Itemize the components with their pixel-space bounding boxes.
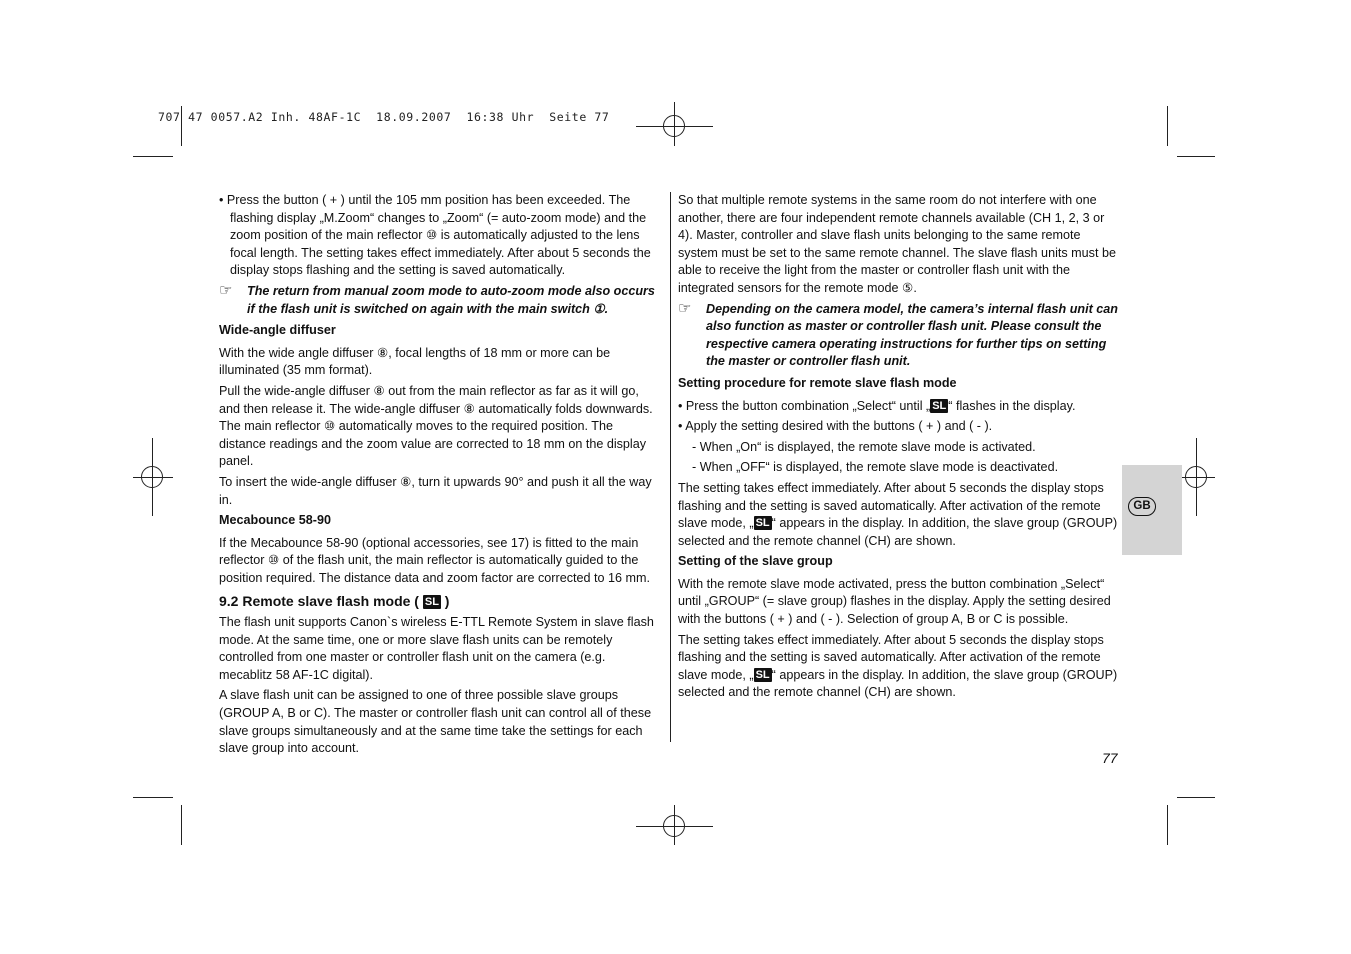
note-internal-flash: ☞ Depending on the camera model, the camera’s internal flash unit can also function as master or controller flash unit. Please consult the respective camera operating instructions for further tips on setting the master or controller flash unit. (678, 299, 1118, 369)
circled-10-icon: ⑩ (268, 553, 280, 568)
zoom-bullet: • Press the button ( + ) until the 105 mm position has been exceeded. The flashing display „M.Zoom“ changes to „Zoom“ (= auto-zoom mode) and the zoom position of the main reflector ⑩ is automatically adjusted to the lens focal length. The setting takes effect immediately. After about 5 seconds the display stops flashing and the setting is saved automatically. (219, 193, 651, 278)
heading-setting-procedure: Setting procedure for remote slave flash mode (678, 375, 957, 390)
circled-8-icon: ⑧ (373, 383, 385, 398)
registration-target-top (663, 115, 685, 137)
crop-mark-bottom-left-v (181, 805, 182, 845)
registration-target-bottom (663, 815, 685, 837)
crop-mark-bottom-left-h (133, 797, 173, 798)
registration-target-left (141, 466, 163, 488)
crop-mark-bottom-right-h (1177, 797, 1215, 798)
apply-bullet: • Apply the setting desired with the buttons ( + ) and ( - ). (678, 419, 993, 434)
wide-angle-paragraph-2: Pull the wide-angle diffuser ⑧ out from the main reflector as far as it will go, and then release it. The wide-angle diffuser ⑧ automatically folds downwards. The main reflector ⑩ automatically moves to the required position. The distance readings and the zoom value are corrected to 18 mm on the display panel. (219, 383, 653, 469)
page-number: 77 (1102, 750, 1118, 766)
registration-target-right (1185, 466, 1207, 488)
circled-5-icon: ⑤ (902, 280, 914, 295)
crop-mark-top-right-v (1167, 106, 1168, 146)
sl-badge-icon: SL (932, 399, 947, 412)
slave-group-paragraph: With the remote slave mode activated, press the button combination „Select“ until „GROUP“ (= slave group) flashes in the display. Apply the setting desired with the buttons ( + ) and ( - ). Selection of group A, B or C is possible. (678, 576, 1111, 627)
heading-slave-group: Setting of the slave group (678, 554, 833, 569)
circled-10-icon: ⑩ (324, 419, 336, 434)
setting-effect-paragraph-1: The setting takes effect immediately. After about 5 seconds the display stops flashing and the setting is saved automatically. After activation of the remote slave mode, „ SL “ appears in the display. In addition, the slave group (GROUP) selected and the remote channel (CH) are shown. (678, 480, 1118, 548)
sl-badge-icon: SL (424, 596, 439, 609)
pointing-hand-icon: ☞ (678, 299, 692, 317)
wide-angle-paragraph-1: With the wide angle diffuser ⑧, focal lengths of 18 mm or more can be illuminated (35 mm format). (219, 345, 611, 378)
circled-10-icon: ⑩ (426, 228, 438, 243)
crop-mark-bottom-right-v (1167, 805, 1168, 845)
remote-channels-paragraph: So that multiple remote systems in the same room do not interfere with one another, there are four independent remote channels available (CH 1, 2, 3 or 4). Master, controller and slave flash units belonging to the same remote system must be set to the same remote channel. The slave flash units must be able to receive the light from the master or controller flash unit with the integrated sensors for the remote mode ⑤. (678, 192, 1122, 298)
section-heading-remote-slave: 9.2 Remote slave flash mode ( SL ) (219, 593, 450, 610)
left-column (219, 192, 661, 761)
select-bullet: • Press the button combination „Select“ until „ SL “ flashes in the display. (678, 398, 1076, 413)
circled-8-icon: ⑧ (400, 474, 412, 489)
sl-badge-icon: SL (755, 517, 770, 530)
note-zoom-return: ☞ The return from manual zoom mode to auto-zoom mode also occurs if the flash unit is switched on again with the main switch ①. (219, 283, 661, 318)
circled-1-icon: ① (593, 301, 605, 316)
heading-wide-angle-diffuser: Wide-angle diffuser (219, 323, 336, 338)
print-slug: 707 47 0057.A2 Inh. 48AF-1C 18.09.2007 16:38 Uhr Seite 77 (158, 110, 610, 124)
dash-off: - When „OFF“ is displayed, the remote slave mode is deactivated. (692, 460, 1059, 475)
column-divider (670, 192, 671, 742)
language-badge-gb: GB (1128, 497, 1156, 516)
pointing-hand-icon: ☞ (219, 281, 233, 299)
sl-badge-icon: SL (755, 668, 770, 681)
canon-remote-paragraph: The flash unit supports Canon`s wireless E-TTL Remote System in slave flash mode. At the same time, one or more slave flash units can be remotely controlled from one master or controller flash unit on the camera (e.g. mecablitz 58 AF-1C digital). (219, 615, 654, 682)
crop-mark-top-right-h (1177, 156, 1215, 157)
crop-mark-top-left-h (133, 156, 173, 157)
mecabounce-paragraph: If the Mecabounce 58-90 (optional accessories, see 17) is fitted to the main reflector ⑩ of the flash unit, the main reflector is automatically guided to the position required. The distance data and zoom factor are corrected to 16 mm. (219, 535, 650, 585)
slave-groups-paragraph: A slave flash unit can be assigned to one of three possible slave groups (GROUP A, B or C). The master or controller flash unit can control all of these slave groups simultaneously and at the same time take the settings for each slave group into account. (219, 688, 652, 756)
dash-on: - When „On“ is displayed, the remote slave mode is activated. (692, 439, 1036, 454)
right-column (678, 192, 1122, 705)
heading-mecabounce: Mecabounce 58-90 (219, 513, 331, 528)
wide-angle-paragraph-3: To insert the wide-angle diffuser ⑧, turn it upwards 90° and push it all the way in. (219, 474, 652, 507)
circled-8-icon: ⑧ (376, 345, 389, 360)
circled-8-icon: ⑧ (463, 401, 475, 416)
setting-effect-paragraph-2: The setting takes effect immediately. After about 5 seconds the display stops flashing and the setting is saved automatically. After activation of the remote slave mode, „ SL “ appears in the display. In addition, the slave group (GROUP) selected and the remote channel (CH) are shown. (678, 632, 1118, 700)
